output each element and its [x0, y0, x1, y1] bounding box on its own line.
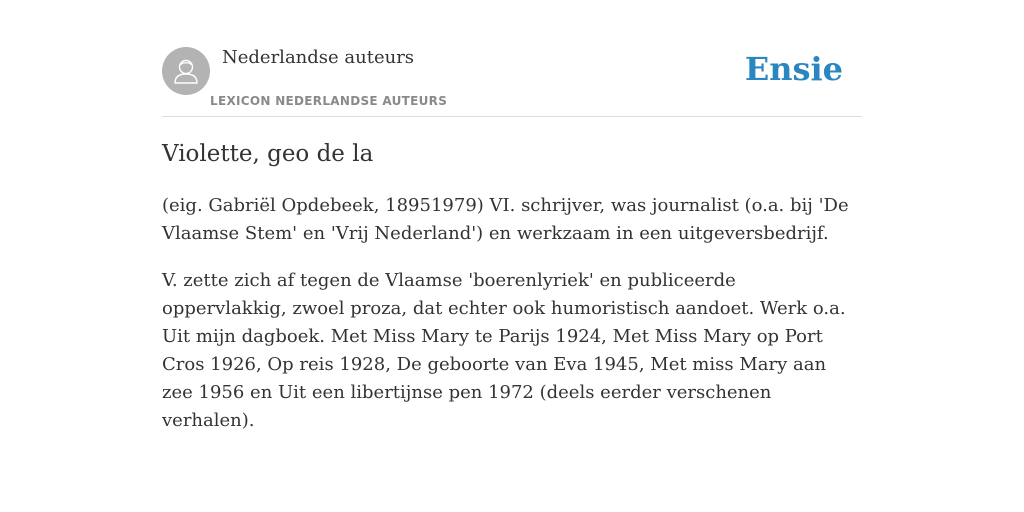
article-body: [162, 192, 862, 454]
page-container: [162, 0, 862, 431]
article-title: Violette, geo de la: [162, 141, 374, 167]
article-paragraph: (eig. Gabriël Opdebeek, 18951979) VI. schrijver, was journalist (o.a. bij 'De Vlaamse Stem' en 'Vrij Nederland') en werkzaam in een uitgeversbedrijf.: [162, 195, 849, 244]
user-icon[interactable]: [162, 47, 210, 95]
source-subtitle[interactable]: LEXICON NEDERLANDSE AUTEURS: [210, 94, 448, 108]
article-paragraph: V. zette zich af tegen de Vlaamse 'boerenlyriek' en publiceerde oppervlakkig, zwoel proza, dat echter ook humoristisch aandoet. Werk o.a. Uit mijn dagboek. Met Miss Mary te Parijs 1924, Met Miss Mary op Port Cros 1926, Op reis 1928, De geboorte van Eva 1945, Met miss Mary aan zee 1956 en Uit een libertijnse pen 1972 (deels eerder verschenen verhalen).: [162, 270, 846, 431]
source-name[interactable]: Nederlandse auteurs: [222, 47, 415, 68]
brand-logo[interactable]: Ensie: [744, 50, 843, 88]
user-icon-graphic: [162, 47, 210, 95]
source-header: [162, 0, 862, 117]
